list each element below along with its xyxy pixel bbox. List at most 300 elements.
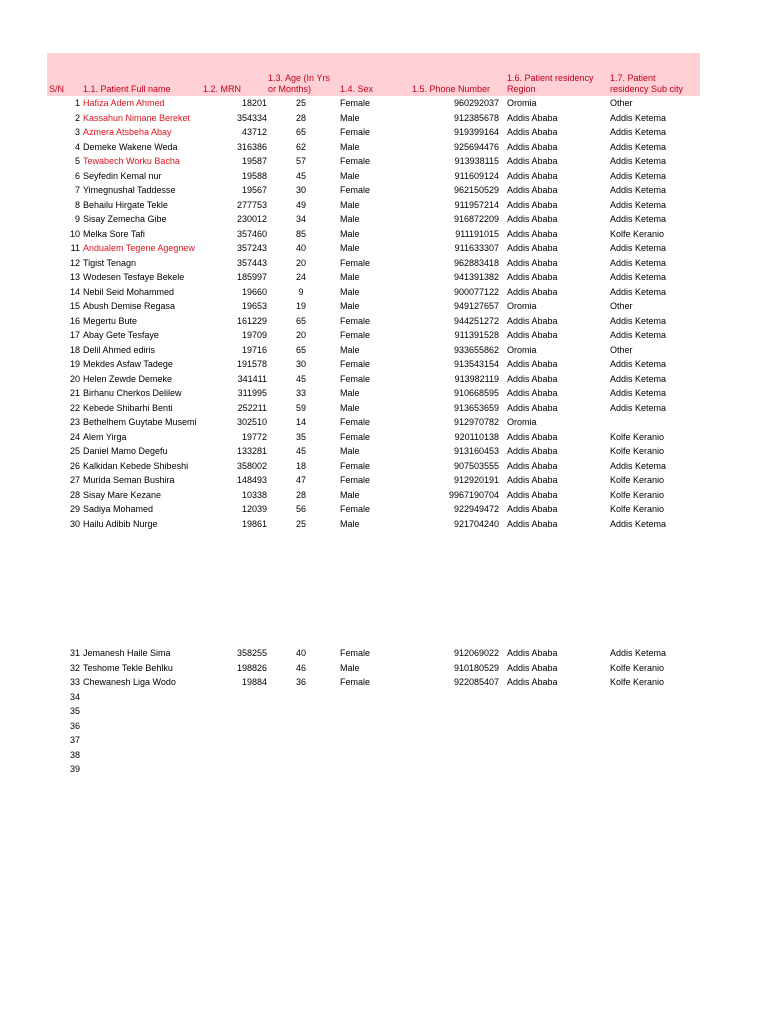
cell-sn: 39 <box>69 764 80 774</box>
cell-age: 65 <box>295 127 306 137</box>
cell-sub-city: Addis Ketema <box>610 272 667 282</box>
cell-sex: Female <box>340 677 371 687</box>
cell-region: Addis Ababa <box>507 185 558 195</box>
cell-sex: Male <box>340 272 360 282</box>
cell-age: 34 <box>295 214 306 224</box>
cell-phone: 907503555 <box>453 460 499 471</box>
cell-sn: 14 <box>69 286 80 297</box>
header-age-line2: or Months) <box>268 84 312 94</box>
cell-age: 46 <box>295 662 306 673</box>
cell-patient-name: Megertu Bute <box>83 315 138 326</box>
cell-patient-name: Daniel Mamo Degefu <box>83 446 168 456</box>
cell-mrn: 19709 <box>241 330 267 340</box>
cell-sub-city: Addis Ketema <box>610 243 667 253</box>
cell-age: 20 <box>295 257 306 268</box>
cell-sn: 36 <box>69 720 80 731</box>
cell-region: Oromia <box>507 98 537 108</box>
cell-sn: 30 <box>69 518 80 529</box>
cell-phone: 925694476 <box>453 141 499 152</box>
cell-phone: 912385678 <box>453 112 499 123</box>
cell-sn: 17 <box>69 330 80 340</box>
cell-mrn: 358002 <box>236 460 267 471</box>
cell-region: Addis Ababa <box>507 112 558 123</box>
cell-patient-name: Kebede Shibarhi Benti <box>83 402 173 413</box>
cell-region: Addis Ababa <box>507 388 558 398</box>
header-mrn: 1.2. MRN <box>203 84 242 94</box>
cell-age: 24 <box>295 272 306 282</box>
cell-age: 28 <box>295 489 306 500</box>
cell-sex: Male <box>340 662 360 673</box>
cell-age: 56 <box>295 504 306 514</box>
cell-sub-city: Addis Ketema <box>610 199 667 210</box>
cell-mrn: 19772 <box>241 431 267 442</box>
cell-patient-name: Hafiza Adem Ahmed <box>83 98 165 108</box>
cell-phone: 922085407 <box>453 677 499 687</box>
header-row <box>47 53 700 96</box>
cell-sub-city: Other <box>610 301 633 311</box>
cell-sn: 20 <box>69 373 80 384</box>
cell-phone: 910668595 <box>453 388 499 398</box>
cell-sub-city: Addis Ketema <box>610 127 667 137</box>
cell-age: 33 <box>295 388 306 398</box>
cell-sex: Male <box>340 489 360 500</box>
table-row <box>47 183 700 198</box>
cell-age: 19 <box>295 301 306 311</box>
cell-mrn: 316386 <box>236 141 267 152</box>
cell-phone: 911633307 <box>454 243 499 253</box>
cell-mrn: 357460 <box>236 228 267 239</box>
cell-mrn: 357243 <box>236 243 267 253</box>
cell-sn: 9 <box>74 214 80 224</box>
cell-sex: Male <box>340 243 360 253</box>
table-row <box>47 488 700 503</box>
cell-region: Addis Ababa <box>507 228 558 239</box>
cell-sex: Male <box>340 112 360 123</box>
cell-patient-name: Alem Yirga <box>83 431 127 442</box>
cell-mrn: 341411 <box>237 373 267 384</box>
header-sub-line2: residency Sub city <box>610 84 684 94</box>
table-row <box>47 675 700 690</box>
cell-sex: Female <box>340 185 371 195</box>
cell-age: 36 <box>295 677 306 687</box>
cell-sex: Female <box>340 315 371 326</box>
table-body-continued <box>47 646 700 777</box>
cell-sub-city: Addis Ketema <box>610 460 667 471</box>
cell-region: Addis Ababa <box>507 446 558 456</box>
cell-sex: Male <box>340 446 360 456</box>
cell-sub-city: Addis Ketema <box>610 330 667 340</box>
cell-sex: Female <box>340 98 371 108</box>
cell-sub-city: Kolfe Keranio <box>610 228 665 239</box>
cell-patient-name: Tigist Tenagn <box>83 257 137 268</box>
header-region-line1: 1.6. Patient residency <box>507 73 594 83</box>
cell-phone: 911391528 <box>454 330 499 340</box>
table-row <box>47 285 700 300</box>
cell-phone: 900077122 <box>453 286 499 297</box>
cell-region: Addis Ababa <box>507 272 558 282</box>
cell-phone: 912069022 <box>453 648 499 658</box>
cell-phone: 913653659 <box>453 402 499 413</box>
table-row <box>47 227 700 242</box>
cell-sn: 37 <box>69 735 80 745</box>
cell-region: Addis Ababa <box>507 127 558 137</box>
cell-sex: Male <box>340 518 360 529</box>
cell-age: 85 <box>295 228 306 239</box>
cell-sub-city: Kolfe Keranio <box>610 431 665 442</box>
cell-phone: 960292037 <box>453 98 499 108</box>
cell-region: Addis Ababa <box>507 156 558 166</box>
cell-patient-name: Sisay Zemecha Gibe <box>83 214 167 224</box>
cell-age: 57 <box>295 156 306 166</box>
cell-phone: 912970782 <box>453 417 499 427</box>
table-row <box>47 111 700 126</box>
cell-mrn: 19716 <box>241 344 267 355</box>
cell-region: Addis Ababa <box>507 243 558 253</box>
cell-sex: Male <box>340 301 360 311</box>
cell-sub-city: Addis Ketema <box>610 257 667 268</box>
cell-phone: 913160453 <box>453 446 499 456</box>
cell-phone: 962150529 <box>453 185 499 195</box>
cell-sn: 12 <box>69 257 80 268</box>
cell-age: 40 <box>295 648 306 658</box>
cell-sex: Female <box>340 460 371 471</box>
cell-phone: 922949472 <box>453 504 499 514</box>
cell-region: Addis Ababa <box>507 199 558 210</box>
cell-patient-name: Abush Demise Regasa <box>83 301 176 311</box>
table-row <box>47 430 700 445</box>
cell-region: Addis Ababa <box>507 504 558 514</box>
cell-region: Addis Ababa <box>507 489 558 500</box>
cell-age: 62 <box>295 141 306 152</box>
cell-region: Oromia <box>507 301 537 311</box>
cell-age: 65 <box>295 344 306 355</box>
cell-patient-name: Seyfedin Kemal nur <box>83 170 162 181</box>
cell-mrn: 198826 <box>236 662 267 673</box>
table-row <box>47 154 700 169</box>
cell-age: 45 <box>295 170 306 181</box>
cell-mrn: 43712 <box>241 127 267 137</box>
cell-sn: 1 <box>74 98 80 108</box>
cell-region: Addis Ababa <box>507 286 558 297</box>
cell-sex: Female <box>340 156 371 166</box>
cell-region: Addis Ababa <box>507 677 558 687</box>
cell-sn: 38 <box>69 749 80 760</box>
cell-sn: 11 <box>70 243 80 253</box>
cell-sub-city: Addis Ketema <box>610 315 667 326</box>
cell-patient-name: Andualem Tegene Agegnew <box>83 243 195 253</box>
cell-region: Oromia <box>507 417 537 427</box>
table-row <box>47 299 700 314</box>
table-row <box>47 314 700 329</box>
table-row <box>47 357 700 372</box>
table-row <box>47 169 700 184</box>
table-row <box>47 212 700 227</box>
table-row <box>47 748 700 763</box>
table-row <box>47 733 700 748</box>
cell-phone: 9967190704 <box>448 489 499 500</box>
cell-sex: Female <box>340 330 371 340</box>
cell-phone: 911609124 <box>454 170 499 181</box>
cell-sub-city: Addis Ketema <box>610 359 667 369</box>
cell-patient-name: Sisay Mare Kezane <box>83 489 162 500</box>
cell-phone: 911191015 <box>455 228 499 239</box>
cell-region: Addis Ababa <box>507 662 558 673</box>
cell-sn: 23 <box>69 417 80 427</box>
cell-mrn: 185997 <box>236 272 267 282</box>
cell-sex: Male <box>340 214 360 224</box>
table-row <box>47 719 700 734</box>
cell-region: Addis Ababa <box>507 475 558 485</box>
cell-sn: 34 <box>69 691 80 702</box>
cell-sn: 21 <box>69 388 80 398</box>
cell-sub-city: Kolfe Keranio <box>610 489 665 500</box>
cell-phone: 920110138 <box>454 431 499 442</box>
cell-mrn: 311995 <box>237 388 267 398</box>
patient-sheet <box>47 53 700 777</box>
cell-sub-city: Addis Ketema <box>610 112 667 123</box>
cell-sn: 16 <box>69 315 80 326</box>
cell-age: 65 <box>295 315 306 326</box>
cell-phone: 919399164 <box>453 127 499 137</box>
cell-mrn: 19588 <box>241 170 267 181</box>
cell-sex: Female <box>340 127 371 137</box>
cell-patient-name: Hailu Adibib Nurge <box>83 518 158 529</box>
cell-region: Addis Ababa <box>507 648 558 658</box>
cell-patient-name: Azmera Atsbeha Abay <box>83 127 172 137</box>
cell-phone: 913982119 <box>454 373 499 384</box>
cell-region: Addis Ababa <box>507 141 558 152</box>
header-region-line2: Region <box>507 84 536 94</box>
cell-sn: 3 <box>74 127 80 137</box>
cell-region: Addis Ababa <box>507 330 558 340</box>
cell-sub-city: Addis Ketema <box>610 648 667 658</box>
cell-phone: 910180529 <box>453 662 499 673</box>
cell-phone: 944251272 <box>453 315 499 326</box>
cell-patient-name: Kalkidan Kebede Shibeshi <box>83 460 189 471</box>
cell-sub-city: Addis Ketema <box>610 214 667 224</box>
cell-patient-name: Bethelhem Guytabe Musemi <box>83 417 197 427</box>
cell-sub-city: Addis Ketema <box>610 373 667 384</box>
cell-age: 9 <box>298 286 304 297</box>
cell-patient-name: Melka Sore Tafi <box>83 228 145 239</box>
cell-mrn: 358255 <box>236 648 267 658</box>
cell-sn: 25 <box>69 446 80 456</box>
header-age-line1: 1.3. Age (In Yrs <box>268 73 330 83</box>
cell-age: 45 <box>295 446 306 456</box>
cell-mrn: 19567 <box>241 185 267 195</box>
cell-phone: 921704240 <box>453 518 499 529</box>
cell-patient-name: Jemanesh Haile Sima <box>83 648 171 658</box>
cell-sn: 19 <box>69 359 80 369</box>
cell-sub-city: Addis Ketema <box>610 156 667 166</box>
cell-patient-name: Sadiya Mohamed <box>83 504 154 514</box>
cell-patient-name: Wodesen Tesfaye Bekele <box>83 272 185 282</box>
cell-sex: Female <box>340 417 371 427</box>
cell-sub-city: Addis Ketema <box>610 402 667 413</box>
table-row <box>47 762 700 777</box>
table-row <box>47 270 700 285</box>
cell-phone: 949127657 <box>453 301 499 311</box>
table-row <box>47 96 700 111</box>
cell-region: Addis Ababa <box>507 214 558 224</box>
header-sub-line1: 1.7. Patient <box>610 73 656 83</box>
cell-sn: 28 <box>69 489 80 500</box>
cell-sn: 32 <box>69 662 80 673</box>
cell-age: 30 <box>295 359 306 369</box>
cell-mrn: 19653 <box>241 301 267 311</box>
cell-patient-name: Chewanesh Liga Wodo <box>83 677 176 687</box>
table-row <box>47 502 700 517</box>
cell-sex: Male <box>340 170 360 181</box>
cell-sn: 4 <box>74 141 80 152</box>
cell-age: 45 <box>295 373 306 384</box>
cell-patient-name: Birhanu Cherkos Delilew <box>83 388 182 398</box>
header-name: 1.1. Patient Full name <box>83 84 171 94</box>
cell-region: Addis Ababa <box>507 373 558 384</box>
cell-sex: Female <box>340 475 371 485</box>
cell-sn: 10 <box>69 228 80 239</box>
cell-age: 14 <box>295 417 306 427</box>
cell-sex: Male <box>340 344 360 355</box>
cell-mrn: 19587 <box>241 156 267 166</box>
cell-sex: Male <box>340 402 360 413</box>
table-row <box>47 198 700 213</box>
cell-age: 25 <box>295 98 306 108</box>
cell-sn: 31 <box>69 648 80 658</box>
cell-age: 49 <box>295 199 306 210</box>
cell-sn: 18 <box>69 344 80 355</box>
table-row <box>47 517 700 532</box>
cell-sub-city: Addis Ketema <box>610 185 667 195</box>
table-row <box>47 415 700 430</box>
cell-age: 20 <box>295 330 306 340</box>
cell-sn: 29 <box>69 504 80 514</box>
cell-patient-name: Abay Gete Tesfaye <box>83 330 159 340</box>
cell-sub-city: Kolfe Keranio <box>610 446 665 456</box>
cell-sex: Male <box>340 286 360 297</box>
cell-sub-city: Addis Ketema <box>610 518 667 529</box>
cell-region: Addis Ababa <box>507 315 558 326</box>
cell-mrn: 252211 <box>237 402 267 413</box>
cell-patient-name: Delil Ahmed ediris <box>83 344 156 355</box>
cell-sub-city: Addis Ketema <box>610 388 667 398</box>
table-row <box>47 459 700 474</box>
blank-gap <box>47 531 700 646</box>
cell-patient-name: Demeke Wakene Weda <box>83 141 178 152</box>
cell-mrn: 18201 <box>241 98 267 108</box>
table-row <box>47 690 700 705</box>
table-row <box>47 661 700 676</box>
cell-sub-city: Kolfe Keranio <box>610 662 665 673</box>
table-row <box>47 704 700 719</box>
cell-patient-name: Yimegnushal Taddesse <box>83 185 176 195</box>
table-row <box>47 343 700 358</box>
cell-phone: 913543154 <box>453 359 499 369</box>
cell-age: 30 <box>295 185 306 195</box>
cell-region: Addis Ababa <box>507 257 558 268</box>
cell-mrn: 19861 <box>241 518 267 529</box>
cell-sn: 26 <box>69 460 80 471</box>
cell-age: 25 <box>295 518 306 529</box>
cell-sex: Female <box>340 373 371 384</box>
cell-sex: Female <box>340 504 371 514</box>
cell-patient-name: Behailu Hirgate Tekle <box>83 199 168 210</box>
table-row <box>47 401 700 416</box>
cell-region: Oromia <box>507 344 537 355</box>
cell-patient-name: Kassahun Nimane Bereket <box>83 112 191 123</box>
cell-region: Addis Ababa <box>507 518 558 529</box>
cell-sub-city: Kolfe Keranio <box>610 504 665 514</box>
cell-age: 35 <box>295 431 306 442</box>
header-sex: 1.4. Sex <box>340 84 374 94</box>
table-row <box>47 256 700 271</box>
cell-sn: 6 <box>74 170 80 181</box>
cell-sn: 2 <box>74 112 80 123</box>
cell-sex: Female <box>340 257 371 268</box>
cell-phone: 916872209 <box>453 214 499 224</box>
cell-sn: 7 <box>74 185 80 195</box>
cell-sex: Female <box>340 359 371 369</box>
cell-sub-city: Kolfe Keranio <box>610 677 665 687</box>
cell-sn: 35 <box>69 706 80 716</box>
cell-sex: Male <box>340 141 360 152</box>
cell-phone: 962883418 <box>453 257 499 268</box>
cell-sn: 27 <box>69 475 80 485</box>
cell-sn: 22 <box>69 402 80 413</box>
cell-mrn: 148493 <box>236 475 267 485</box>
cell-patient-name: Nebil Seid Mohammed <box>83 286 175 297</box>
cell-patient-name: Teshome Tekle Behlku <box>83 662 173 673</box>
table-row <box>47 328 700 343</box>
cell-mrn: 302510 <box>236 417 267 427</box>
cell-mrn: 161229 <box>236 315 267 326</box>
cell-phone: 941391382 <box>453 272 499 282</box>
cell-sex: Female <box>340 431 371 442</box>
cell-sub-city: Kolfe Keranio <box>610 475 665 485</box>
cell-phone: 912920191 <box>453 475 499 485</box>
cell-sub-city: Addis Ketema <box>610 286 667 297</box>
cell-patient-name: Tewabech Worku Bacha <box>83 156 180 166</box>
cell-age: 28 <box>295 112 306 123</box>
cell-sub-city: Other <box>610 98 633 108</box>
header-sn: S/N <box>49 84 65 94</box>
cell-sex: Male <box>340 199 360 210</box>
cell-mrn: 10338 <box>241 489 267 500</box>
cell-patient-name: Murida Seman Bushira <box>83 475 175 485</box>
cell-region: Addis Ababa <box>507 460 558 471</box>
cell-phone: 913938115 <box>454 156 499 166</box>
cell-sn: 24 <box>69 431 80 442</box>
cell-age: 18 <box>295 460 306 471</box>
table-row <box>47 646 700 661</box>
cell-mrn: 19660 <box>241 286 267 297</box>
cell-mrn: 357443 <box>236 257 267 268</box>
cell-mrn: 19884 <box>241 677 267 687</box>
cell-region: Addis Ababa <box>507 170 558 181</box>
cell-age: 40 <box>295 243 306 253</box>
cell-sn: 33 <box>69 677 80 687</box>
cell-region: Addis Ababa <box>507 431 558 442</box>
cell-sex: Female <box>340 648 371 658</box>
cell-patient-name: Helen Zewde Demeke <box>83 373 173 384</box>
table-body <box>47 96 700 531</box>
cell-sub-city: Addis Ketema <box>610 141 667 152</box>
cell-phone: 911957214 <box>454 199 499 210</box>
cell-phone: 933655862 <box>453 344 499 355</box>
cell-sn: 15 <box>69 301 80 311</box>
cell-mrn: 354334 <box>236 112 267 123</box>
cell-sn: 13 <box>69 272 80 282</box>
